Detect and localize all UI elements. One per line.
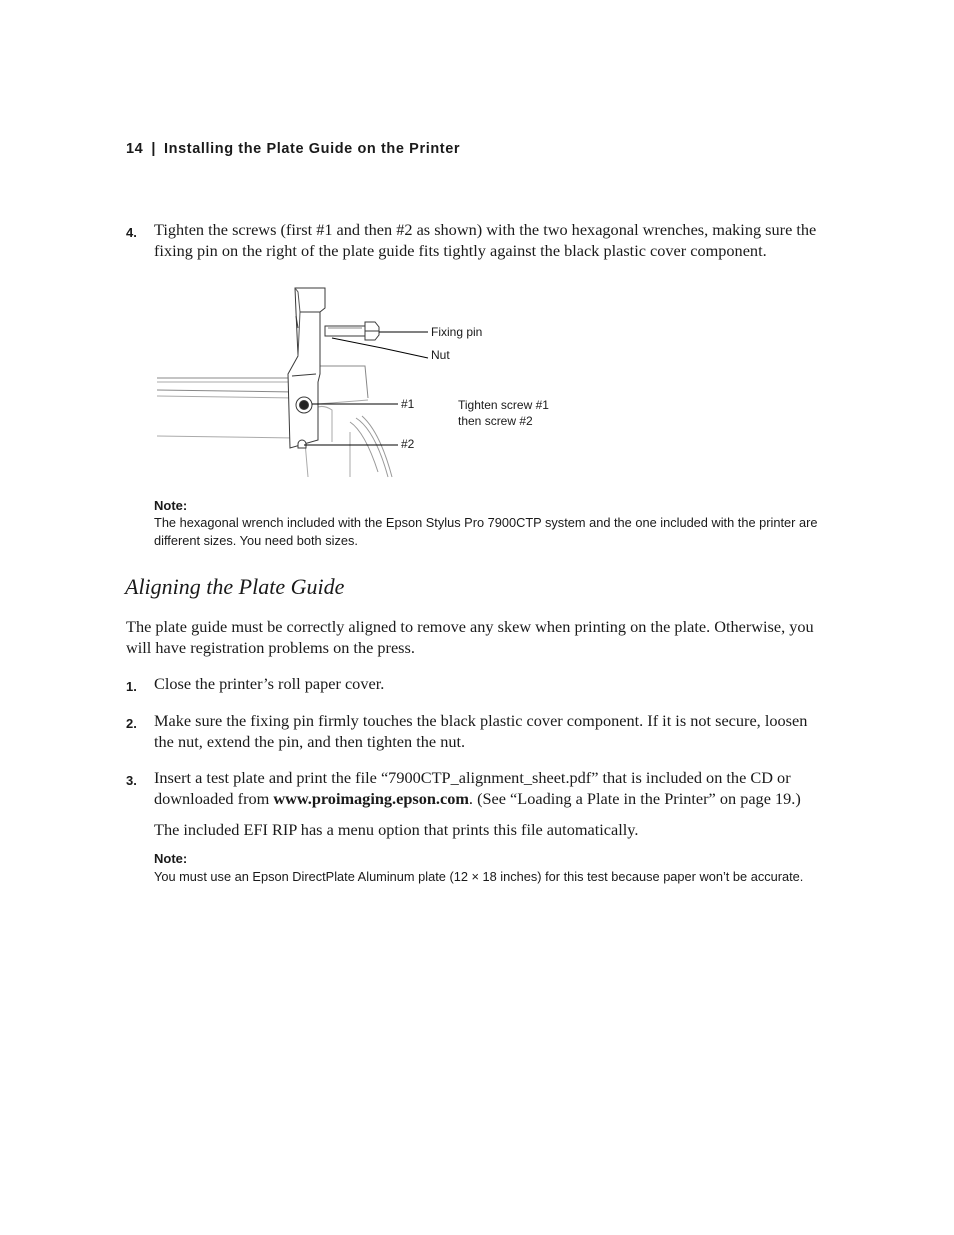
- plate-guide-bracket: [288, 288, 325, 448]
- note-text-2: You must use an Epson DirectPlate Aluminum plate (12 × 18 inches) for this test because paper won’t be accurate.: [154, 869, 804, 884]
- step-3-followup: The included EFI RIP has a menu option that prints this file automatically.: [154, 820, 639, 839]
- caption-line-1: Tighten screw #1: [458, 398, 549, 412]
- plate-guide-illustration: [150, 282, 570, 482]
- step-number: 2.: [126, 716, 137, 731]
- printer-rails: [157, 366, 392, 477]
- step-number: 3.: [126, 773, 137, 788]
- step-text: Tighten the screws (first #1 and then #2 as shown) with the two hexagonal wrenches, making sure the fixing pin on the right of the plate guide fits tightly against the black plastic cover component.: [154, 220, 817, 260]
- step-text-after: . (See “Loading a Plate in the Printer” on page 19.): [468, 789, 801, 808]
- fixing-pin: [325, 322, 379, 340]
- page-number: 14: [126, 141, 144, 157]
- step-number: 4.: [126, 225, 137, 240]
- note-text: The hexagonal wrench included with the Epson Stylus Pro 7900CTP system and the one included with the printer are different sizes. You need both sizes.: [154, 515, 818, 548]
- step-3: [126, 767, 826, 809]
- screw-1: [296, 397, 312, 413]
- section-title: Aligning the Plate Guide: [125, 574, 345, 599]
- step-2: [126, 710, 826, 752]
- running-header: [126, 141, 460, 157]
- step-1: [126, 673, 826, 694]
- screw-2: [298, 440, 306, 448]
- step-number: 1.: [126, 679, 137, 694]
- figure-caption: [458, 397, 549, 429]
- label-screw-2: #2: [401, 437, 415, 451]
- note-title: Note:: [154, 498, 188, 513]
- caption-line-2: then screw #2: [458, 414, 533, 428]
- epson-website-link[interactable]: www.proimaging.epson.com: [273, 789, 469, 808]
- label-fixing-pin: Fixing pin: [431, 325, 483, 339]
- step-text-before: Insert a test plate and print the file “7900CTP_alignment_sheet.pdf” that is included on the CD or downloaded from: [154, 768, 791, 808]
- label-nut: Nut: [431, 348, 450, 362]
- step-4: [126, 219, 826, 261]
- step-text: Close the printer’s roll paper cover.: [154, 674, 385, 693]
- header-separator: |: [151, 141, 157, 157]
- step-text: [154, 767, 826, 809]
- label-screw-1: #1: [401, 397, 415, 411]
- header-title: Installing the Plate Guide on the Printer: [164, 141, 461, 157]
- step-text: Make sure the fixing pin firmly touches the black plastic cover component. If it is not secure, loosen the nut, extend the pin, and then tighten the nut.: [154, 711, 808, 751]
- section-intro: The plate guide must be correctly aligned to remove any skew when printing on the plate. Otherwise, you will have registration problems on the press.: [126, 617, 814, 657]
- note-title-2: Note:: [154, 851, 188, 866]
